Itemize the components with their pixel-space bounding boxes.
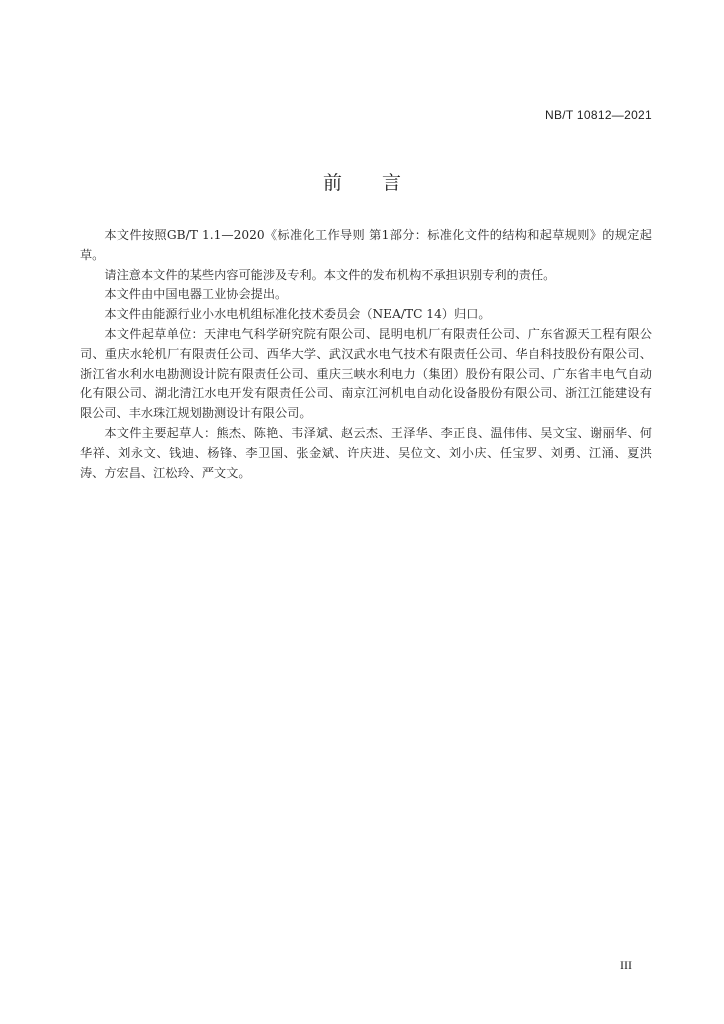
paragraph-administering-committee: 本文件由能源行业小水电机组标准化技术委员会（NEA/TC 14）归口。 (104, 307, 491, 322)
page-title: 前言 (322, 172, 441, 194)
paragraph-proposer: 本文件由中国电器工业协会提出。 (104, 287, 288, 302)
foreword-body (80, 226, 652, 483)
paragraph-drafting-basis: 本文件按照GB/T 1.1—2020《标准化工作导则 第1部分：标准化文件的结构和起草规则》的规定起草。 (80, 228, 652, 262)
paragraph-patent-notice: 请注意本文件的某些内容可能涉及专利。本文件的发布机构不承担识别专利的责任。 (104, 267, 556, 282)
paragraph-main-drafters: 本文件主要起草人：熊杰、陈艳、韦泽斌、赵云杰、王泽华、李正良、温伟伟、吴文宝、谢丽华、何华祥、刘永文、钱迪、杨锋、李卫国、张金斌、许庆进、吴位文、刘小庆、任宝罗、刘勇、江涌、夏洪涛、方宏昌、江松玲、严文文。 (80, 425, 652, 480)
standard-number: NB/T 10812—2021 (544, 108, 652, 122)
paragraph-drafting-organizations: 本文件起草单位：天津电气科学研究院有限公司、昆明电机厂有限责任公司、广东省源天工程有限公司、重庆水轮机厂有限责任公司、西华大学、武汉武水电气技术有限责任公司、华自科技股份有限公司、浙江省水利水电勘测设计院有限责任公司、重庆三峡水利电力（集团）股份有限公司、广东省丰电气自动化有限公司、湖北清江水电开发有限责任公司、南京江河机电自动化设备股份有限公司、浙江江能建设有限公司、丰水珠江规划勘测设计有限公司。 (80, 326, 652, 421)
page-number: III (620, 958, 632, 972)
